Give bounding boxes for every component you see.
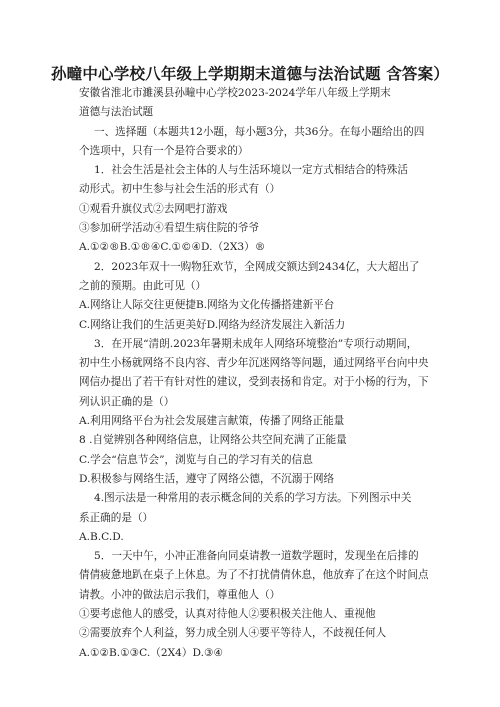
question-3-stem: 列认识正确的是（） bbox=[79, 395, 175, 408]
question-2-option: C.网络让我们的生活更美好D.网络为经济发展注入新活力 bbox=[79, 318, 346, 331]
question-3-stem: 网信办提出了若干有针对性的建议，受到表扬和肯定。对于小杨的行为，下 bbox=[79, 376, 429, 389]
question-3-stem: 初中生小杨就网络不良内容、青少年沉迷网络等问题，通过网络平台向中央 bbox=[79, 357, 429, 370]
question-1-option: ①观看升旗仪式②去网吧打游戏 bbox=[79, 202, 228, 215]
question-1-option: ③参加研学活动④看望生病住院的爷爷 bbox=[79, 222, 260, 235]
question-2-stem: 2．2023年双十一购物狂欢节，全网成交额达到2434亿，大大超出了 bbox=[94, 260, 420, 273]
question-3-option: D.积极参与网络生活，遵守了网络公德，不沉溺于网络 bbox=[79, 472, 335, 485]
question-5-stem: 5．一天中午，小冲正准备向同桌请教一道数学题时，发现坐在后排的 bbox=[94, 550, 419, 563]
question-1-answers: A.①②®B.①®④C.①©④D.（2X3）® bbox=[79, 241, 266, 254]
question-1-stem: 动形式。初中生参与社会生活的形式有（） bbox=[79, 183, 281, 196]
header-line: 安徽省淮北市濉溪县孙疃中心学校2023-2024学年八年级上学期末 bbox=[79, 87, 391, 99]
question-4-stem: 系正确的是（） bbox=[79, 511, 154, 524]
section-heading: 一、选择题（本题共12小题，每小题3分，共36分。在每小题给出的四 bbox=[94, 125, 425, 138]
header-line: 道德与法治试题 bbox=[79, 106, 154, 119]
question-3-option: 8 .自觉辨别各种网络信息，让网络公共空间充满了正能量 bbox=[79, 434, 347, 447]
question-5-option: ②需要放弃个人利益，努力成全别人④要平等待人，不歧视任何人 bbox=[79, 627, 387, 640]
question-3-option: A.利用网络平台为社会发展建言献策，传播了网络正能量 bbox=[79, 415, 345, 428]
section-heading: 个选项中，只有一个是符合要求的） bbox=[79, 144, 249, 157]
question-5-option: ①要考虑他人的感受，认真对待他人②要积极关注他人、重视他 bbox=[79, 608, 376, 621]
question-4-answers: A.B.C.D. bbox=[79, 530, 124, 543]
document-body bbox=[79, 84, 431, 663]
question-2-stem: 之前的预期。由此可见（） bbox=[79, 279, 207, 292]
question-3-option: C.学会“信息节会”，浏览与自己的学习有关的信息 bbox=[79, 453, 313, 466]
page-title: 孙疃中心学校八年级上学期期末道德与法治试题 含答案） bbox=[50, 65, 450, 83]
question-3-stem: 3．在开展“清朗.2023年暑期未成年人网络环境整治”专项行动期间， bbox=[94, 337, 418, 350]
question-1-stem: 1．社会生活是社会主体的人与生活环境以一定方式相结合的特殊活 bbox=[94, 164, 408, 177]
question-4-stem: 4.图示法是一种常用的表示概念间的关系的学习方法。下列图示中关 bbox=[94, 492, 412, 505]
question-5-answers: A.①②B.①③C.（2X4）D.③④ bbox=[79, 646, 223, 659]
question-5-stem: 倩倩疲惫地趴在桌子上休息。为了不打扰倩倩休息，他放弃了在这个时间点 bbox=[79, 569, 429, 582]
question-5-stem: 请教。小冲的做法启示我们，尊重他人（） bbox=[79, 588, 281, 601]
question-2-option: A.网络让人际交往更便捷B.网络为文化传播搭建新平台 bbox=[79, 299, 335, 312]
